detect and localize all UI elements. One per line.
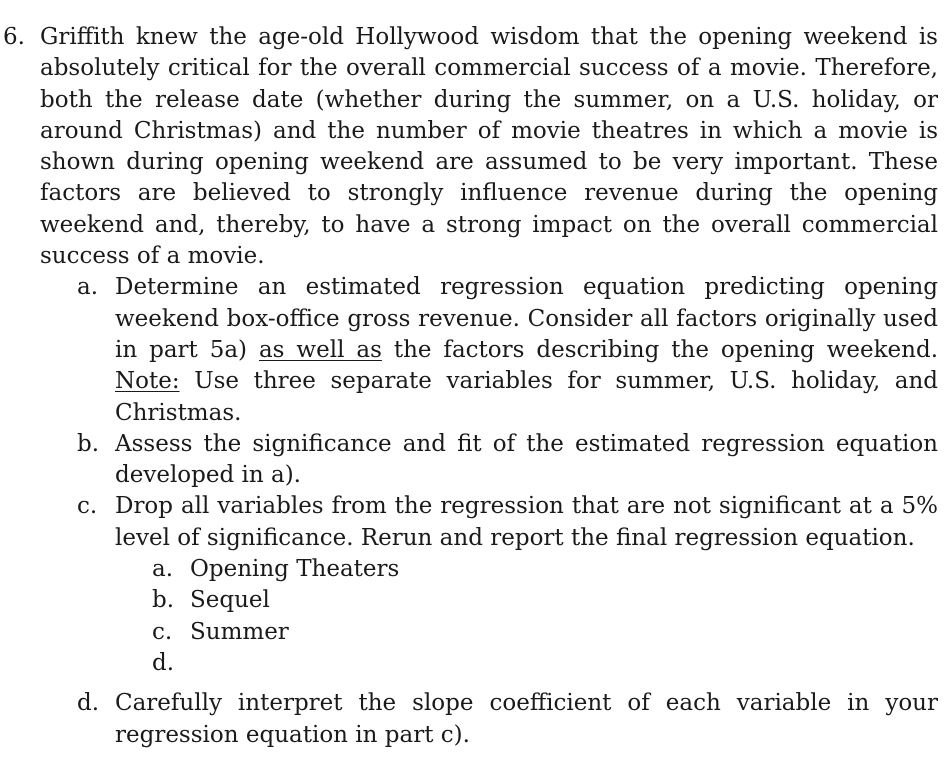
part-a-underline-as-well-as: as well as: [258, 336, 382, 363]
part-a-marker: a.: [77, 274, 99, 301]
part-d: [77, 688, 938, 751]
part-b-marker: b.: [77, 430, 100, 457]
part-b-text: Assess the significance and fit of the estimated regression equation developed in a).: [115, 430, 938, 489]
question-text: Griffith knew the age-old Hollywood wisdom that the opening weekend is absolutely critical for the overall commercial success of a movie. Therefore, both the release date (whether during the summer, on a U.S. holiday, or around Christmas) and the number of movie theatres in which a movie is shown during opening weekend are assumed to be very important. These factors are believed to strongly influence revenue during the opening weekend and, thereby, to have a strong impact on the overall commercial success of a movie.: [40, 24, 938, 270]
subitem-c-marker: c.: [152, 618, 173, 645]
subitem-b-text: Sequel: [190, 587, 270, 614]
subitem-b-marker: b.: [152, 587, 175, 614]
part-c: [77, 491, 938, 554]
part-a-text-2: the factors describing the opening weekend.: [381, 336, 939, 363]
part-c-marker: c.: [77, 493, 98, 520]
question-6: [3, 22, 938, 272]
part-a-text-3: Use three separate variables for summer, U.S. holiday, and Christmas.: [115, 368, 938, 426]
part-d-marker: d.: [77, 690, 100, 717]
part-a-underline-note: Note:: [115, 368, 180, 395]
part-c-subitem-c: [152, 617, 938, 648]
part-c-subitem-d: [152, 648, 938, 688]
part-b: [77, 429, 938, 492]
question-number: 6.: [3, 24, 25, 50]
subitem-a-text: Opening Theaters: [190, 556, 400, 583]
part-c-text: Drop all variables from the regression that are not significant at a 5% level of significance. Rerun and report the final regression equation.: [115, 493, 938, 551]
subitem-c-text: Summer: [190, 618, 289, 645]
subitem-a-marker: a.: [152, 556, 174, 583]
part-d-text: Carefully interpret the slope coefficient of each variable in your regression equation in part c).: [115, 690, 938, 748]
part-c-subitem-a: [152, 554, 938, 585]
part-c-subitem-b: [152, 585, 938, 616]
subitem-d-marker: d.: [152, 649, 175, 676]
part-a: [77, 272, 939, 428]
part-a-text-1: Determine an estimated regression equation predicting opening weekend box-office gross revenue. Consider all factors originally used in part 5a): [115, 274, 938, 363]
